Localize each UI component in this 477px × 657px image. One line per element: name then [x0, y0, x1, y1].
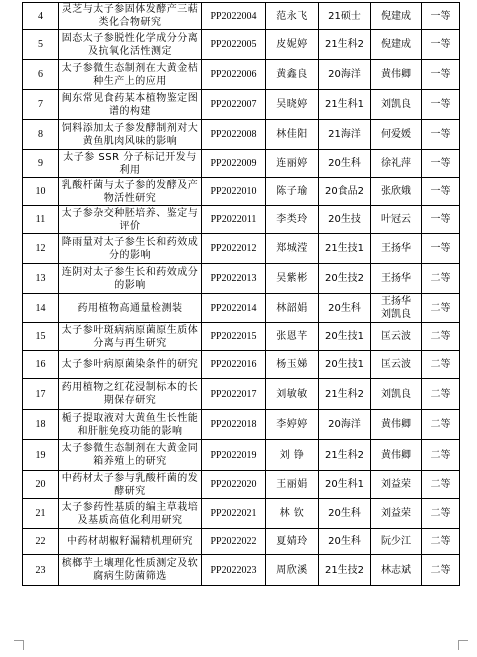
project-code: PP2022020 [202, 471, 266, 499]
project-code: PP2022023 [202, 555, 266, 586]
student-class: 21生科1 [319, 90, 371, 120]
project-title: 太子参药性基质的编主草栽培及基质高值化利用研究 [59, 499, 202, 529]
award-level: 一等 [422, 30, 460, 60]
project-title: 连阴对太子参生长和药效成分的影响 [59, 264, 202, 294]
table-row [23, 178, 460, 206]
table-row [23, 379, 460, 410]
student-name: 李类玲 [266, 206, 319, 234]
table-row [23, 351, 460, 379]
student-class: 20生科 [319, 529, 371, 555]
table-row [23, 294, 460, 323]
adviser-name: 阮少江 [371, 529, 422, 555]
table-row [23, 410, 460, 440]
project-code: PP2022005 [202, 30, 266, 60]
table-row [23, 323, 460, 351]
project-title: 太子参 SSR 分子标记开发与利用 [59, 150, 202, 178]
project-code: PP2022007 [202, 90, 266, 120]
adviser-name: 黄伟卿 [371, 410, 422, 440]
project-title: 固态太子参脱性化学成分分离及抗氧化活性测定 [59, 30, 202, 60]
row-index: 5 [23, 30, 59, 60]
student-name: 吴晓婷 [266, 90, 319, 120]
student-name: 张恩芊 [266, 323, 319, 351]
project-code: PP2022017 [202, 379, 266, 410]
project-code: PP2022021 [202, 499, 266, 529]
row-index: 18 [23, 410, 59, 440]
adviser-name: 匡云波 [371, 351, 422, 379]
student-class: 21生科2 [319, 30, 371, 60]
adviser-name: 倪建成 [371, 3, 422, 30]
award-level: 一等 [422, 60, 460, 90]
student-class: 20生科 [319, 294, 371, 323]
project-title: 中药材胡椒籽漏精机理研究 [59, 529, 202, 555]
adviser-name: 倪建成 [371, 30, 422, 60]
table-row [23, 60, 460, 90]
row-index: 17 [23, 379, 59, 410]
award-level: 二等 [422, 379, 460, 410]
row-index: 15 [23, 323, 59, 351]
table-row [23, 150, 460, 178]
table-row [23, 3, 460, 30]
project-code: PP2022006 [202, 60, 266, 90]
student-name: 夏婧玲 [266, 529, 319, 555]
award-level: 二等 [422, 499, 460, 529]
project-code: PP2022011 [202, 206, 266, 234]
award-level: 二等 [422, 351, 460, 379]
table-row [23, 206, 460, 234]
page-corner-mark-left [14, 640, 24, 650]
adviser-name: 刘凯良 [371, 379, 422, 410]
table-row [23, 555, 460, 586]
row-index: 23 [23, 555, 59, 586]
row-index: 4 [23, 3, 59, 30]
table-row [23, 471, 460, 499]
award-level: 二等 [422, 555, 460, 586]
student-name: 陈子瑜 [266, 178, 319, 206]
row-index: 19 [23, 440, 59, 471]
student-class: 20食品2 [319, 178, 371, 206]
project-code: PP2022014 [202, 294, 266, 323]
row-index: 22 [23, 529, 59, 555]
award-level: 一等 [422, 90, 460, 120]
award-level: 一等 [422, 3, 460, 30]
student-class: 21生科2 [319, 440, 371, 471]
project-title: 栀子提取液对大黄鱼生长性能和肝脏免疫功能的影响 [59, 410, 202, 440]
student-name: 连丽婷 [266, 150, 319, 178]
row-index: 20 [23, 471, 59, 499]
award-level: 一等 [422, 206, 460, 234]
student-class: 20海洋 [319, 410, 371, 440]
project-title: 灵芝与太子参固体发酵产三萜类化合物研究 [59, 3, 202, 30]
award-level: 一等 [422, 234, 460, 264]
row-index: 14 [23, 294, 59, 323]
row-index: 9 [23, 150, 59, 178]
project-code: PP2022009 [202, 150, 266, 178]
adviser-name: 林志斌 [371, 555, 422, 586]
adviser-name: 徐礼萍 [371, 150, 422, 178]
student-name: 刘敏敏 [266, 379, 319, 410]
project-code: PP2022004 [202, 3, 266, 30]
row-index: 21 [23, 499, 59, 529]
project-code: PP2022022 [202, 529, 266, 555]
table-row [23, 120, 460, 150]
student-name: 杨玉娣 [266, 351, 319, 379]
row-index: 11 [23, 206, 59, 234]
adviser-name: 黄伟卿 [371, 440, 422, 471]
project-title: 饲料添加太子参发酵制剂对大黄鱼肌肉风味的影响 [59, 120, 202, 150]
adviser-name [371, 294, 422, 323]
page-corner-mark-right [458, 640, 468, 650]
student-name: 李婷婷 [266, 410, 319, 440]
award-level: 二等 [422, 323, 460, 351]
student-name: 皮妮婷 [266, 30, 319, 60]
student-name: 林佳阳 [266, 120, 319, 150]
adviser-name: 黄伟卿 [371, 60, 422, 90]
row-index: 6 [23, 60, 59, 90]
row-index: 10 [23, 178, 59, 206]
project-title: 降雨量对太子参生长和药效成分的影响 [59, 234, 202, 264]
student-class: 21生技1 [319, 234, 371, 264]
student-name: 范永飞 [266, 3, 319, 30]
row-index: 13 [23, 264, 59, 294]
row-index: 16 [23, 351, 59, 379]
student-class: 20生科 [319, 150, 371, 178]
project-code: PP2022019 [202, 440, 266, 471]
award-level: 二等 [422, 440, 460, 471]
student-class: 20生科 [319, 499, 371, 529]
student-class: 21海洋 [319, 120, 371, 150]
student-class: 20生科1 [319, 471, 371, 499]
row-index: 7 [23, 90, 59, 120]
project-title: 乳酸杆菌与太子参的发酵及产物活性研究 [59, 178, 202, 206]
adviser-name: 王扬华 [371, 264, 422, 294]
student-name: 吴紫彬 [266, 264, 319, 294]
award-level: 二等 [422, 410, 460, 440]
student-class: 21生科2 [319, 379, 371, 410]
adviser-name-line: 王扬华 [381, 296, 411, 307]
adviser-name: 刘益荣 [371, 499, 422, 529]
student-class: 20生技 [319, 206, 371, 234]
adviser-name: 刘凯良 [371, 90, 422, 120]
student-name: 郑城滢 [266, 234, 319, 264]
table-row [23, 529, 460, 555]
project-code: PP2022018 [202, 410, 266, 440]
student-class: 21生技2 [319, 555, 371, 586]
student-class: 20生技1 [319, 323, 371, 351]
student-class: 20海洋 [319, 60, 371, 90]
award-level: 一等 [422, 150, 460, 178]
project-title: 中药材太子参与乳酸杆菌的发酵研究 [59, 471, 202, 499]
adviser-name: 刘益荣 [371, 471, 422, 499]
table-row [23, 440, 460, 471]
project-code: PP2022008 [202, 120, 266, 150]
row-index: 8 [23, 120, 59, 150]
student-name: 黄鑫良 [266, 60, 319, 90]
project-title: 药用植物之红花浸制标本的长期保存研究 [59, 379, 202, 410]
adviser-name: 张欣娥 [371, 178, 422, 206]
student-class: 20生技1 [319, 351, 371, 379]
project-title: 太子参微生态制剂在大黄金同箱养殖上的研究 [59, 440, 202, 471]
student-name: 周欣溪 [266, 555, 319, 586]
student-name: 林 钦 [266, 499, 319, 529]
award-level: 一等 [422, 178, 460, 206]
project-title: 太子参杂交种胚培养、鉴定与评价 [59, 206, 202, 234]
award-level: 二等 [422, 529, 460, 555]
project-title: 药用植物高通量检测装 [59, 294, 202, 323]
table-row [23, 90, 460, 120]
project-code: PP2022015 [202, 323, 266, 351]
adviser-name: 何爱媛 [371, 120, 422, 150]
project-code: PP2022012 [202, 234, 266, 264]
adviser-name: 叶冠云 [371, 206, 422, 234]
project-code: PP2022013 [202, 264, 266, 294]
student-name: 林韶娟 [266, 294, 319, 323]
project-title: 太子参叶斑病病原菌原生质体分离与再生研究 [59, 323, 202, 351]
adviser-name: 王扬华 [371, 234, 422, 264]
project-code: PP2022010 [202, 178, 266, 206]
project-code: PP2022016 [202, 351, 266, 379]
table-row [23, 264, 460, 294]
project-title: 槟榔芋土壤理化性质测定及软腐病生防菌筛选 [59, 555, 202, 586]
student-name: 王丽娟 [266, 471, 319, 499]
table-row [23, 234, 460, 264]
project-title: 闽东常见食药某本植物鉴定图谱的构建 [59, 90, 202, 120]
adviser-name: 匡云波 [371, 323, 422, 351]
award-level: 二等 [422, 294, 460, 323]
award-level: 二等 [422, 264, 460, 294]
student-class: 20生技2 [319, 264, 371, 294]
project-title: 太子参微生态制剂在大黄金桔种生产上的应用 [59, 60, 202, 90]
table-row [23, 499, 460, 529]
project-title: 太子参叶病原菌染条件的研究 [59, 351, 202, 379]
adviser-name-line: 刘凯良 [381, 309, 411, 320]
award-level: 二等 [422, 471, 460, 499]
award-table [22, 2, 460, 586]
student-name: 刘 铮 [266, 440, 319, 471]
row-index: 12 [23, 234, 59, 264]
award-table-body [23, 3, 460, 586]
student-class: 21硕士 [319, 3, 371, 30]
award-level: 一等 [422, 120, 460, 150]
table-row [23, 30, 460, 60]
